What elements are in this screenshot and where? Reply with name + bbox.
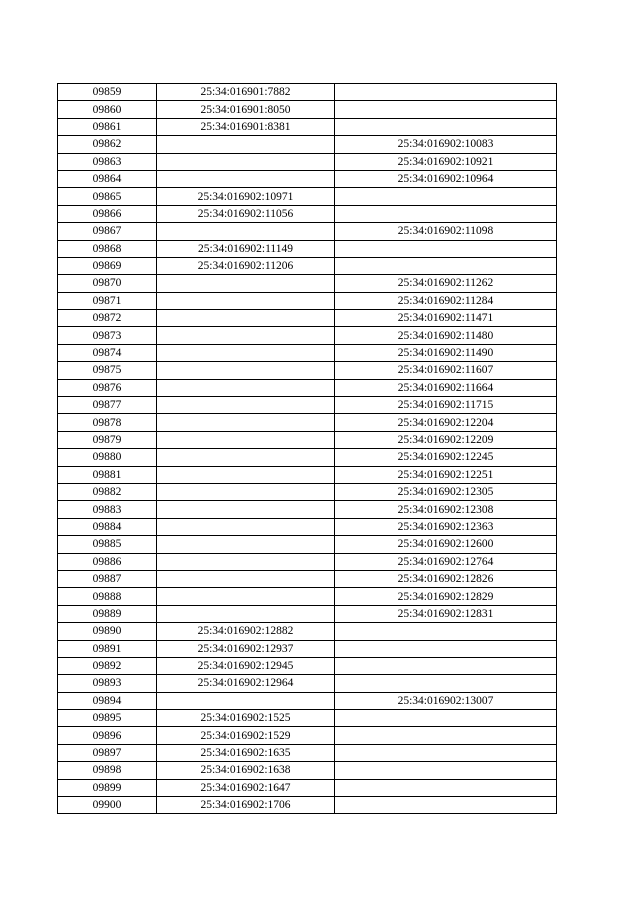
cadastral-number-cell: 25:34:016902:12945 <box>157 657 335 674</box>
cadastral-number-alt-cell <box>335 657 557 674</box>
row-number-cell: 09881 <box>58 466 157 483</box>
cadastral-number-alt-cell: 25:34:016902:11098 <box>335 223 557 240</box>
row-number-cell: 09893 <box>58 675 157 692</box>
cadastral-number-cell <box>157 275 335 292</box>
table-row <box>58 536 557 553</box>
cadastral-number-cell <box>157 362 335 379</box>
row-number-cell: 09886 <box>58 553 157 570</box>
cadastral-number-cell <box>157 379 335 396</box>
row-number-cell: 09887 <box>58 570 157 587</box>
table-row <box>58 397 557 414</box>
table-row <box>58 449 557 466</box>
cadastral-number-alt-cell <box>335 205 557 222</box>
row-number-cell: 09885 <box>58 536 157 553</box>
row-number-cell: 09899 <box>58 779 157 796</box>
cadastral-number-alt-cell: 25:34:016902:11664 <box>335 379 557 396</box>
row-number-cell: 09861 <box>58 118 157 135</box>
table-row <box>58 223 557 240</box>
row-number-cell: 09875 <box>58 362 157 379</box>
cadastral-number-alt-cell: 25:34:016902:11284 <box>335 292 557 309</box>
cadastral-number-cell: 25:34:016901:8050 <box>157 101 335 118</box>
cadastral-number-cell <box>157 170 335 187</box>
cadastral-number-alt-cell: 25:34:016902:10921 <box>335 153 557 170</box>
cadastral-number-alt-cell <box>335 779 557 796</box>
cadastral-number-alt-cell <box>335 762 557 779</box>
cadastral-number-cell: 25:34:016902:11149 <box>157 240 335 257</box>
row-number-cell: 09872 <box>58 310 157 327</box>
row-number-cell: 09896 <box>58 727 157 744</box>
table-row <box>58 310 557 327</box>
table-row <box>58 675 557 692</box>
row-number-cell: 09860 <box>58 101 157 118</box>
cadastral-number-cell <box>157 553 335 570</box>
cadastral-number-alt-cell <box>335 797 557 814</box>
row-number-cell: 09880 <box>58 449 157 466</box>
cadastral-number-cell: 25:34:016902:1525 <box>157 710 335 727</box>
cadastral-number-cell: 25:34:016902:1706 <box>157 797 335 814</box>
cadastral-number-alt-cell: 25:34:016902:12308 <box>335 501 557 518</box>
table-row <box>58 605 557 622</box>
cadastral-number-alt-cell: 25:34:016902:12204 <box>335 414 557 431</box>
cadastral-number-cell <box>157 136 335 153</box>
cadastral-number-cell: 25:34:016902:11206 <box>157 257 335 274</box>
table-row <box>58 414 557 431</box>
cadastral-number-alt-cell: 25:34:016902:12600 <box>335 536 557 553</box>
cadastral-number-cell: 25:34:016902:1635 <box>157 744 335 761</box>
cadastral-number-alt-cell: 25:34:016902:10083 <box>335 136 557 153</box>
table-row <box>58 205 557 222</box>
table-row <box>58 275 557 292</box>
cadastral-number-cell: 25:34:016902:11056 <box>157 205 335 222</box>
row-number-cell: 09884 <box>58 518 157 535</box>
cadastral-number-cell <box>157 588 335 605</box>
cadastral-number-cell: 25:34:016902:12964 <box>157 675 335 692</box>
table-row <box>58 570 557 587</box>
row-number-cell: 09889 <box>58 605 157 622</box>
cadastral-number-alt-cell <box>335 257 557 274</box>
table-row <box>58 362 557 379</box>
cadastral-number-alt-cell <box>335 240 557 257</box>
table-row <box>58 327 557 344</box>
row-number-cell: 09888 <box>58 588 157 605</box>
cadastral-number-cell <box>157 692 335 709</box>
table-row <box>58 379 557 396</box>
table-row <box>58 623 557 640</box>
cadastral-number-cell <box>157 397 335 414</box>
table-row <box>58 466 557 483</box>
row-number-cell: 09890 <box>58 623 157 640</box>
cadastral-number-cell <box>157 292 335 309</box>
table-row <box>58 710 557 727</box>
table-row <box>58 797 557 814</box>
cadastral-number-cell <box>157 344 335 361</box>
cadastral-number-cell <box>157 483 335 500</box>
table-row <box>58 553 557 570</box>
table-row <box>58 483 557 500</box>
row-number-cell: 09882 <box>58 483 157 500</box>
cadastral-number-alt-cell <box>335 727 557 744</box>
cadastral-number-alt-cell: 25:34:016902:12245 <box>335 449 557 466</box>
cadastral-number-cell <box>157 536 335 553</box>
table-row <box>58 344 557 361</box>
row-number-cell: 09868 <box>58 240 157 257</box>
row-number-cell: 09863 <box>58 153 157 170</box>
table-row <box>58 588 557 605</box>
table-row <box>58 101 557 118</box>
table-row <box>58 762 557 779</box>
row-number-cell: 09871 <box>58 292 157 309</box>
cadastral-number-cell: 25:34:016902:12882 <box>157 623 335 640</box>
row-number-cell: 09878 <box>58 414 157 431</box>
cadastral-number-alt-cell: 25:34:016902:11715 <box>335 397 557 414</box>
row-number-cell: 09900 <box>58 797 157 814</box>
cadastral-number-cell <box>157 431 335 448</box>
table-row <box>58 136 557 153</box>
row-number-cell: 09865 <box>58 188 157 205</box>
row-number-cell: 09877 <box>58 397 157 414</box>
cadastral-number-alt-cell <box>335 623 557 640</box>
cadastral-number-alt-cell: 25:34:016902:12826 <box>335 570 557 587</box>
cadastral-number-alt-cell <box>335 675 557 692</box>
table-row <box>58 118 557 135</box>
table-row <box>58 657 557 674</box>
cadastral-number-alt-cell: 25:34:016902:12829 <box>335 588 557 605</box>
cadastral-number-alt-cell <box>335 101 557 118</box>
row-number-cell: 09869 <box>58 257 157 274</box>
row-number-cell: 09862 <box>58 136 157 153</box>
row-number-cell: 09867 <box>58 223 157 240</box>
row-number-cell: 09895 <box>58 710 157 727</box>
cadastral-number-alt-cell: 25:34:016902:10964 <box>335 170 557 187</box>
row-number-cell: 09866 <box>58 205 157 222</box>
cadastral-number-alt-cell <box>335 84 557 101</box>
table-row <box>58 170 557 187</box>
cadastral-number-cell: 25:34:016901:7882 <box>157 84 335 101</box>
cadastral-number-alt-cell: 25:34:016902:11480 <box>335 327 557 344</box>
cadastral-number-alt-cell: 25:34:016902:11262 <box>335 275 557 292</box>
cadastral-number-alt-cell <box>335 188 557 205</box>
cadastral-number-alt-cell: 25:34:016902:12363 <box>335 518 557 535</box>
cadastral-number-cell: 25:34:016902:12937 <box>157 640 335 657</box>
cadastral-number-cell <box>157 466 335 483</box>
table-row <box>58 744 557 761</box>
cadastral-number-alt-cell: 25:34:016902:12251 <box>335 466 557 483</box>
cadastral-number-cell: 25:34:016902:10971 <box>157 188 335 205</box>
row-number-cell: 09870 <box>58 275 157 292</box>
cadastral-number-cell <box>157 223 335 240</box>
row-number-cell: 09874 <box>58 344 157 361</box>
table-row <box>58 188 557 205</box>
row-number-cell: 09883 <box>58 501 157 518</box>
row-number-cell: 09859 <box>58 84 157 101</box>
cadastral-number-alt-cell <box>335 640 557 657</box>
cadastral-number-cell <box>157 570 335 587</box>
row-number-cell: 09891 <box>58 640 157 657</box>
registry-table-body <box>58 84 557 814</box>
row-number-cell: 09898 <box>58 762 157 779</box>
row-number-cell: 09876 <box>58 379 157 396</box>
row-number-cell: 09873 <box>58 327 157 344</box>
table-row <box>58 240 557 257</box>
cadastral-number-alt-cell: 25:34:016902:11490 <box>335 344 557 361</box>
table-row <box>58 640 557 657</box>
cadastral-number-cell: 25:34:016902:1529 <box>157 727 335 744</box>
cadastral-number-cell <box>157 327 335 344</box>
table-row <box>58 779 557 796</box>
cadastral-number-cell <box>157 449 335 466</box>
row-number-cell: 09864 <box>58 170 157 187</box>
registry-table <box>57 83 557 814</box>
cadastral-number-alt-cell: 25:34:016902:12764 <box>335 553 557 570</box>
cadastral-number-cell: 25:34:016902:1647 <box>157 779 335 796</box>
cadastral-number-cell <box>157 501 335 518</box>
cadastral-number-alt-cell <box>335 710 557 727</box>
cadastral-number-alt-cell <box>335 118 557 135</box>
row-number-cell: 09894 <box>58 692 157 709</box>
cadastral-number-cell: 25:34:016901:8381 <box>157 118 335 135</box>
cadastral-number-alt-cell: 25:34:016902:13007 <box>335 692 557 709</box>
table-row <box>58 501 557 518</box>
table-row <box>58 257 557 274</box>
cadastral-number-alt-cell: 25:34:016902:12209 <box>335 431 557 448</box>
cadastral-number-cell: 25:34:016902:1638 <box>157 762 335 779</box>
table-row <box>58 292 557 309</box>
table-row <box>58 431 557 448</box>
table-row <box>58 518 557 535</box>
table-row <box>58 692 557 709</box>
table-row <box>58 153 557 170</box>
row-number-cell: 09892 <box>58 657 157 674</box>
cadastral-number-alt-cell <box>335 744 557 761</box>
cadastral-number-cell <box>157 414 335 431</box>
cadastral-number-alt-cell: 25:34:016902:11471 <box>335 310 557 327</box>
row-number-cell: 09897 <box>58 744 157 761</box>
cadastral-number-cell <box>157 518 335 535</box>
cadastral-number-cell <box>157 310 335 327</box>
cadastral-number-alt-cell: 25:34:016902:11607 <box>335 362 557 379</box>
cadastral-number-alt-cell: 25:34:016902:12305 <box>335 483 557 500</box>
row-number-cell: 09879 <box>58 431 157 448</box>
table-row <box>58 727 557 744</box>
cadastral-number-cell <box>157 605 335 622</box>
cadastral-number-cell <box>157 153 335 170</box>
table-row <box>58 84 557 101</box>
cadastral-number-alt-cell: 25:34:016902:12831 <box>335 605 557 622</box>
